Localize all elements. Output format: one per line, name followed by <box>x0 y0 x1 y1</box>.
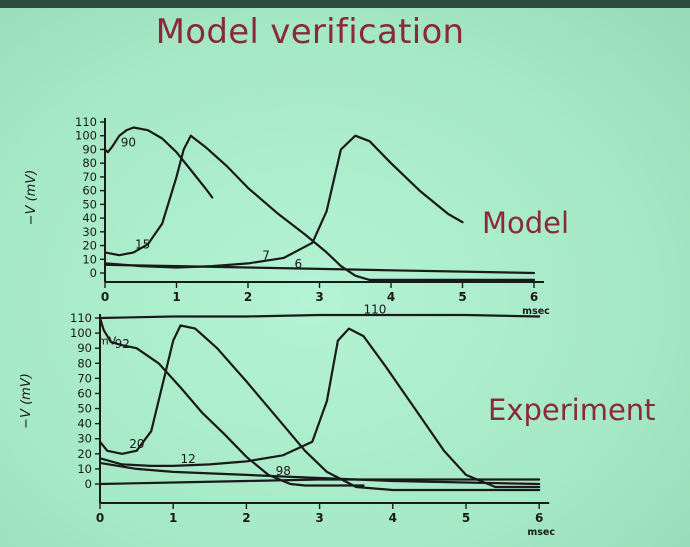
experiment-curve-label: 12 <box>180 451 196 466</box>
experiment-y-tick-label: 80 <box>77 356 92 371</box>
experiment-x-tick-label: 2 <box>242 511 251 525</box>
experiment-curve-label: 20 <box>129 436 145 451</box>
experiment-chart <box>19 302 555 538</box>
model-curve-label: 7 <box>262 248 270 263</box>
experiment-curve-12 <box>100 329 539 487</box>
model-y-tick-label: 50 <box>82 197 97 212</box>
experiment-x-tick-label: 1 <box>169 511 178 525</box>
experiment-x-tick-label: 0 <box>95 511 105 525</box>
experiment-y-tick-label: 40 <box>77 416 92 431</box>
model-x-tick-label: 4 <box>386 290 396 304</box>
experiment-y-tick-label: 10 <box>77 461 92 476</box>
model-x-tick-label: 3 <box>315 290 324 304</box>
experiment-y-tick-label: 30 <box>77 431 92 446</box>
experiment-y-tick-label: 50 <box>77 401 92 416</box>
experiment-curve-label: 92 <box>114 337 130 352</box>
model-y-tick-label: 80 <box>82 156 97 171</box>
model-x-tick-label: 6 <box>529 290 539 304</box>
model-x-tick-label: 1 <box>172 290 181 304</box>
model-panel-label: Model <box>482 206 570 240</box>
experiment-y-tick-label: 110 <box>70 311 92 325</box>
model-y-tick-label: 20 <box>82 238 97 253</box>
experiment-curve-label: 110 <box>363 302 387 317</box>
model-curve-15 <box>105 136 534 280</box>
model-y-axis-label: −V (mV) <box>24 169 39 226</box>
model-y-tick-label: 70 <box>82 169 97 184</box>
experiment-y-tick-label: 0 <box>84 477 92 491</box>
experiment-x-tick-label: 5 <box>461 511 471 525</box>
model-y-tick-label: 0 <box>89 266 97 280</box>
experiment-x-tick-label: 6 <box>535 511 544 525</box>
model-y-tick-label: 30 <box>82 224 97 239</box>
model-curve-7 <box>105 136 463 268</box>
experiment-y-tick-label: 90 <box>77 341 92 356</box>
experiment-y-tick-label: 20 <box>77 446 92 461</box>
model-x-tick-label: 5 <box>458 290 467 304</box>
experiment-y-tick-label: 70 <box>77 371 92 386</box>
model-y-tick-label: 10 <box>82 252 97 267</box>
experiment-curve-92 <box>100 318 364 486</box>
experiment-unit-label: mV <box>98 334 117 348</box>
model-x-tick-label: 0 <box>100 290 110 304</box>
model-x-tick-label: 2 <box>243 290 253 304</box>
model-y-tick-label: 90 <box>82 142 97 157</box>
experiment-y-axis-label: −V (mV) <box>19 373 34 429</box>
experiment-panel-label: Experiment <box>488 393 656 427</box>
experiment-curve-110 <box>100 315 539 318</box>
model-curve-label: 6 <box>294 257 303 272</box>
slide-title: Model verification <box>155 12 465 52</box>
model-curve-label: 90 <box>120 135 137 150</box>
model-y-tick-label: 60 <box>82 183 97 198</box>
experiment-x-axis-label: msec <box>527 527 556 538</box>
model-x-axis-label: msec <box>522 306 550 317</box>
model-curve-6 <box>105 265 534 273</box>
model-chart <box>24 115 550 317</box>
experiment-x-tick-label: 3 <box>315 511 324 525</box>
model-y-tick-label: 40 <box>82 211 97 226</box>
model-curve-label: 15 <box>135 237 151 252</box>
model-y-tick-label: 100 <box>75 128 97 143</box>
experiment-y-tick-label: 100 <box>70 326 92 341</box>
experiment-y-tick-label: 60 <box>77 386 92 401</box>
experiment-curve-label: 98 <box>275 463 291 478</box>
experiment-x-tick-label: 4 <box>388 511 397 525</box>
model-y-tick-label: 110 <box>75 115 97 129</box>
